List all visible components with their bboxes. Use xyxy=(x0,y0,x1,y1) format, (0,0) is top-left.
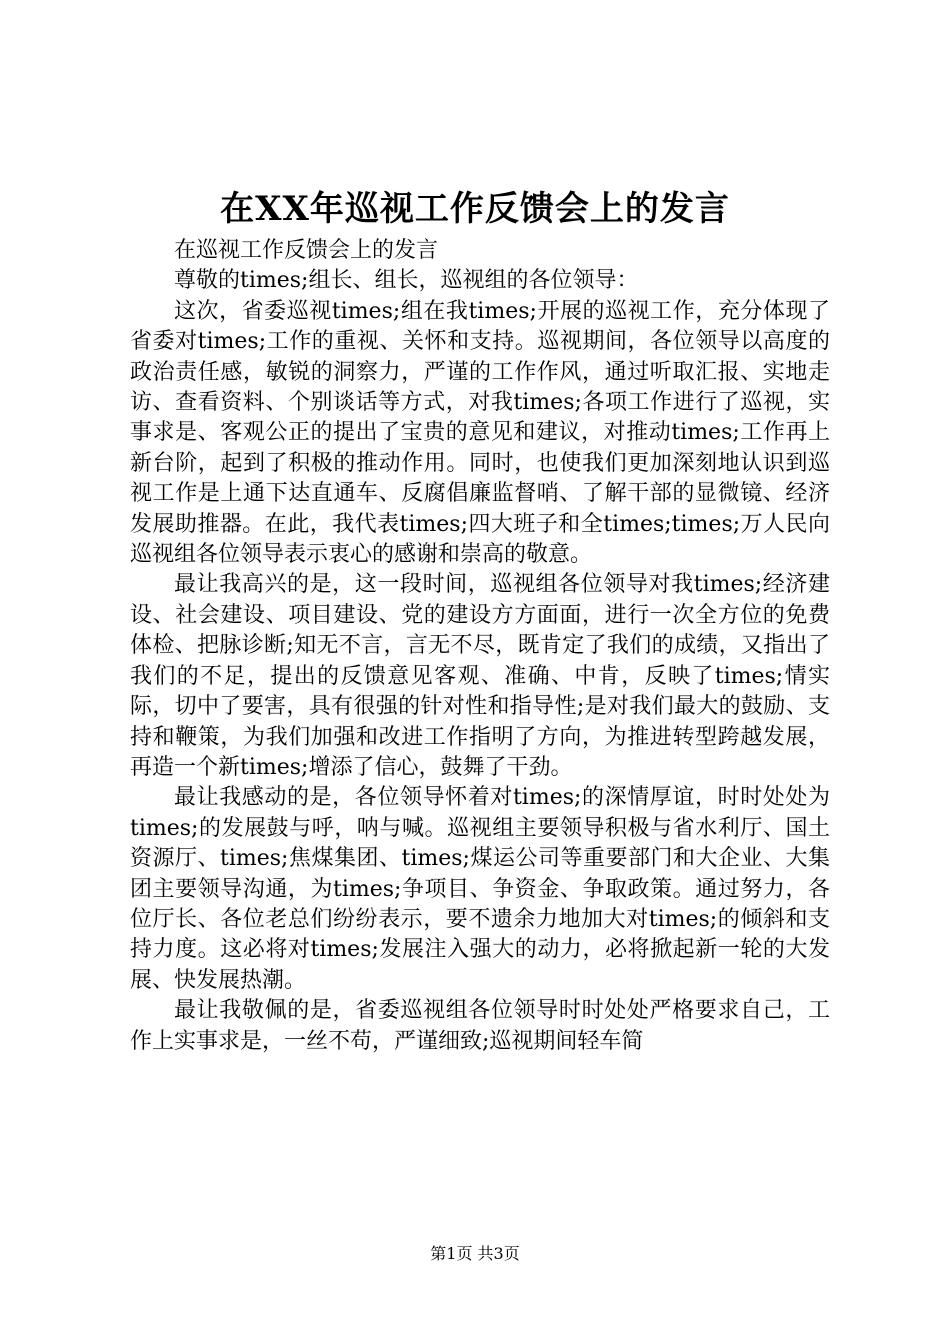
paragraph: 最让我高兴的是，这一段时间，巡视组各位领导对我times;经济建设、社会建设、项目建设、党的建设方方面面，进行一次全方位的免费体检、把脉诊断;知无不言，言无不尽，既肯定了我们的成绩，又指出了我们的不足，提出的反馈意见客观、准确、中肯，反映了times;情实际，切中了要害，具有很强的针对性和指导性;是对我们最大的鼓励、支持和鞭策，为我们加强和改进工作指明了方向，为推进转型跨越发展，再造一个新times;增添了信心，鼓舞了干劲。 xyxy=(130,572,830,780)
document-title: 在XX年巡视工作反馈会上的发言 xyxy=(220,189,730,229)
page-footer: 第1页 共3页 xyxy=(430,1244,520,1263)
document-body xyxy=(130,236,830,1057)
paragraph: 最让我敬佩的是，省委巡视组各位领导时时处处严格要求自己，工作上实事求是，一丝不苟，严谨细致;巡视期间轻车简 xyxy=(130,998,830,1054)
paragraph: 尊敬的times;组长、组长，巡视组的各位领导： xyxy=(174,268,639,294)
paragraph: 最让我感动的是，各位领导怀着对times;的深情厚谊，时时处处为times;的发展鼓与呼，呐与喊。巡视组主要领导积极与省水利厅、国土资源厅、times;焦煤集团、times;煤运公司等重要部门和大企业、大集团主要领导沟通，为times;争项目、争资金、争取政策。通过努力，各位厅长、各位老总们纷纷表示，要不遗余力地加大对times;的倾斜和支持力度。这必将对times;发展注入强大的动力，必将掀起新一轮的大发展、快发展热潮。 xyxy=(130,785,830,993)
paragraph: 在巡视工作反馈会上的发言 xyxy=(174,238,439,263)
paragraph: 这次，省委巡视times;组在我times;开展的巡视工作，充分体现了省委对times;工作的重视、关怀和支持。巡视期间，各位领导以高度的政治责任感，敏锐的洞察力，严谨的工作作风，通过听取汇报、实地走访、查看资料、个别谈话等方式，对我times;各项工作进行了巡视，实事求是、客观公正的提出了宝贵的意见和建议，对推动times;工作再上新台阶，起到了积极的推动作用。同时，也使我们更加深刻地认识到巡视工作是上通下达直通车、反腐倡廉监督哨、了解干部的显微镜、经济发展助推器。在此，我代表times;四大班子和全times;times;万人民向巡视组各位领导表示衷心的感谢和崇高的敬意。 xyxy=(130,298,830,568)
